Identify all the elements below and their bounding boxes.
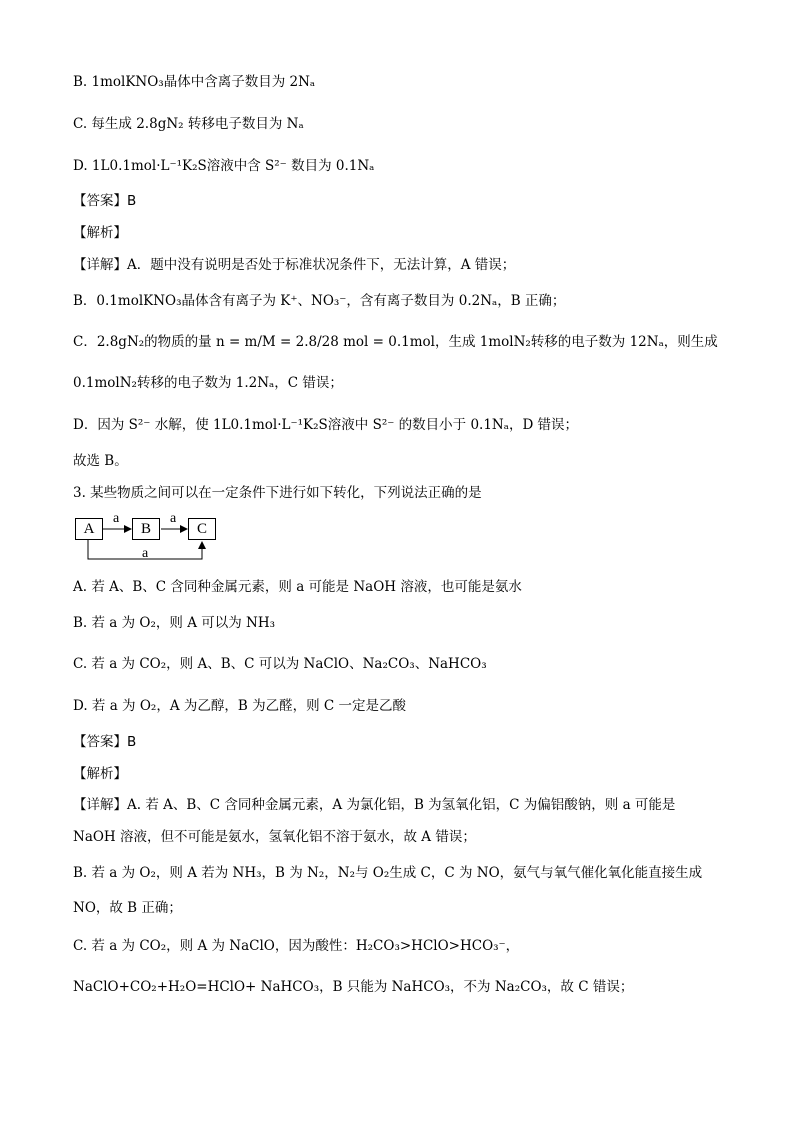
answer-label: 【答案】B — [73, 193, 137, 209]
detail-a-line: 【详解】A．题中没有说明是否处于标准状况条件下，无法计算，A 错误； — [73, 257, 516, 273]
analysis-label: 【解析】 — [73, 225, 127, 241]
detail-b-line: B．0.1molKNO₃晶体含有离子为 K⁺、NO₃⁻，含有离子数目为 0.2Nₐ，B 正确； — [73, 293, 566, 309]
node-c: C — [188, 518, 216, 540]
q3-detail-a-1: 【详解】A. 若 A、B、C 含同种金属元素，A 为氯化铝，B 为氢氧化铝，C 为偏铝酸钠，则 a 可能是 — [73, 797, 676, 813]
q3-analysis-label: 【解析】 — [73, 766, 127, 782]
label-a-to-b: a — [113, 511, 120, 526]
q3-option-c: C. 若 a 为 CO₂，则 A、B、C 可以为 NaClO、Na₂CO₃、NaHCO₃ — [73, 656, 487, 672]
conversion-diagram — [74, 511, 224, 565]
q3-detail-b-1: B. 若 a 为 O₂，则 A 若为 NH₃，B 为 N₂，N₂与 O₂生成 C，C 为 NO，氨气与氧气催化氧化能直接生成 — [73, 865, 703, 881]
node-a: A — [75, 518, 103, 540]
label-b-to-c: a — [170, 511, 177, 526]
option-d-line: D. 1L0.1mol·L⁻¹K₂S溶液中含 S²⁻ 数目为 0.1Nₐ — [73, 158, 375, 174]
q3-detail-a-2: NaOH 溶液，但不可能是氨水，氢氧化铝不溶于氨水，故 A 错误； — [73, 829, 476, 845]
q3-option-a: A. 若 A、B、C 含同种金属元素，则 a 可能是 NaOH 溶液，也可能是氨水 — [73, 579, 522, 595]
detail-d-line: D．因为 S²⁻ 水解，使 1L0.1mol·L⁻¹K₂S溶液中 S²⁻ 的数目小于 0.1Nₐ，D 错误； — [73, 417, 579, 433]
q3-answer-label: 【答案】B — [73, 734, 137, 750]
q3-detail-b-2: NO，故 B 正确； — [73, 900, 182, 916]
detail-c-line-1: C．2.8gN₂的物质的量 n = m/M = 2.8/28 mol = 0.1mol，生成 1molN₂转移的电子数为 12Nₐ，则生成 — [73, 334, 718, 350]
q3-detail-c-2: NaClO+CO₂+H₂O=HClO+ NaHCO₃，B 只能为 NaHCO₃，不为 Na₂CO₃，故 C 错误； — [73, 979, 634, 995]
conclusion-line: 故选 B。 — [73, 453, 128, 469]
node-b: B — [132, 518, 160, 540]
q3-detail-c-1: C. 若 a 为 CO₂，则 A 为 NaClO，因为酸性：H₂CO₃>HClO>HCO₃⁻， — [73, 938, 520, 954]
q3-option-d: D. 若 a 为 O₂，A 为乙醇，B 为乙醛，则 C 一定是乙酸 — [73, 698, 406, 714]
q3-option-b: B. 若 a 为 O₂，则 A 可以为 NH₃ — [73, 615, 276, 631]
option-b-line: B. 1molKNO₃晶体中含离子数目为 2Nₐ — [73, 74, 316, 90]
detail-c-line-2: 0.1molN₂转移的电子数为 1.2Nₐ，C 错误； — [73, 375, 343, 391]
label-a-to-c: a — [142, 546, 149, 561]
option-c-line: C. 每生成 2.8gN₂ 转移电子数目为 Nₐ — [73, 116, 304, 132]
question-3-stem: 3. 某些物质之间可以在一定条件下进行如下转化，下列说法正确的是 — [73, 485, 482, 501]
